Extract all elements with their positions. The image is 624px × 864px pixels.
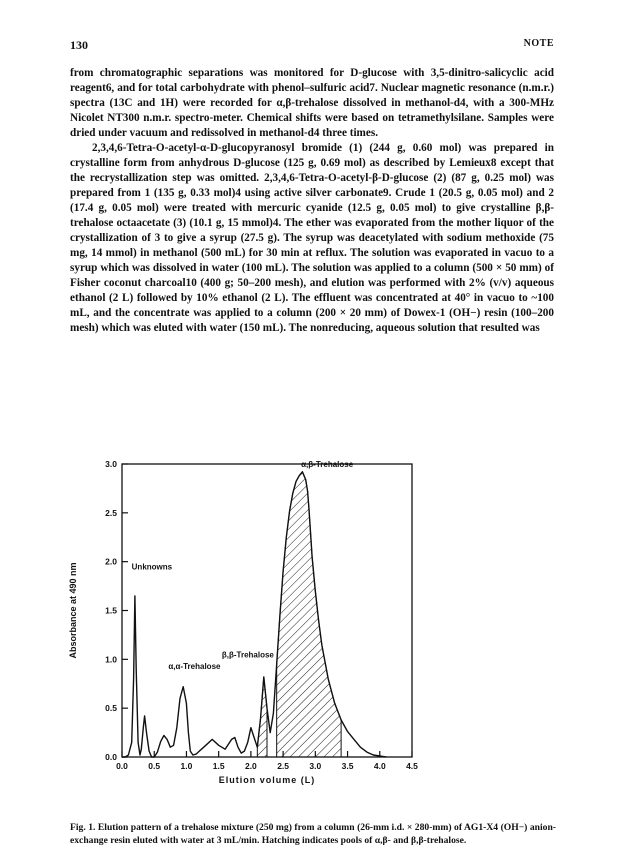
y-tick-label: 1.5 [105,605,117,616]
y-tick-label: 3.0 [105,459,117,469]
peak-label: Unknowns [131,562,173,572]
x-tick-label: 3.0 [309,761,322,771]
section-label: NOTE [523,38,554,49]
x-tick-label: 2.0 [244,761,257,771]
x-tick-label: 0.5 [148,761,161,771]
figure-1 [60,452,560,827]
running-header [70,38,554,54]
page-number: 130 [70,38,88,52]
x-tick-label: 3.5 [341,761,354,771]
paragraph: 2,3,4,6-Tetra-O-acetyl-α-D-glucopyranosyl bromide (1) (244 g, 0.60 mol) was prepared in crystalline form from anhydrous D-glucose (125 g, 0.69 mol) as described by Lemieux8 except that the recrystallization step was omitted. 2,3,4,6-Tetra-O-acetyl-β-D-glucose (2) (87 g, 0.25 mol) was prepared from 1 (135 g, 0.33 mol)4 using active silver carbonate9. Crude 1 (20.5 g, 0.05 mol) and 2 (17.4 g, 0.05 mol) were treated with mercuric cyanide (12.5 g, 0.05 mol) to give crystalline β,β-trehalose octaacetate (3) (10.1 g, 15 mmol)4. The ether was evaporated from the mother liquor of the crystallization of 3 to give a syrup (27.5 g). The syrup was deacetylated with sodium methoxide (75 mg, 14 mmol) in methanol (500 mL) for 30 min at reflux. The solution was evaporated in vacuo to a syrup which was dissolved in water (100 mL). The solution was applied to a column (500 × 50 mm) of Fisher coconut charcoal10 (400 g; 50–200 mesh), and elution was performed with 2% (v/v) aqueous ethanol (2 L) followed by 10% ethanol (2 L). The effluent was concentrated at 40° in vacuo to ~100 mL, and the concentrate was applied to a column (200 × 20 mm) of Dowex-1 (OH−) resin (100–200 mesh) which was eluted with water (150 mL). The nonreducing, aqueous solution that resulted was [70,142,554,334]
y-tick-label: 2.0 [105,556,117,567]
body-text [70,66,554,336]
y-tick-label: 0.5 [105,703,117,714]
peak-label: β,β-Trehalose [221,650,274,660]
y-tick-label: 0.0 [105,752,117,762]
x-tick-label: 0.0 [116,761,128,771]
peak-label: α,β-Trehalose [301,459,354,469]
y-axis-label: Absorbance at 490 nm [68,562,78,659]
x-tick-label: 1.0 [180,761,193,771]
caption-text: Elution pattern of a trehalose mixture (250 mg) from a column (26-mm i.d. × 280-mm) of AG1-X4 (OH−) anion-exchange resin eluted with water at 3 mL/min. Hatching indicates pools of α,β- and β,β-trehalose. [70,822,556,846]
x-tick-label: 4.0 [373,761,386,771]
x-tick-label: 4.5 [406,761,418,771]
series-line [122,472,386,757]
x-axis-label: Elution volume (L) [218,775,316,785]
x-tick-label: 1.5 [212,761,225,771]
elution-curve [122,472,386,757]
y-tick-label: 2.5 [105,507,117,518]
caption-label: Fig. 1. [70,822,96,833]
x-tick-label: 2.5 [277,761,290,771]
hatched-pools [257,472,341,757]
figure-caption [70,822,556,847]
peak-label: α,α-Trehalose [168,662,221,672]
y-tick-label: 1.0 [105,654,117,665]
chart-axes [68,459,418,785]
paragraph: from chromatographic separations was monitored for D-glucose with 3,5-dinitro-salicyclic acid reagent6, and for total carbohydrate with phenol–sulfuric acid7. Nuclear magnetic resonance (n.m.r.) spectra (13C and 1H) were recorded for α,β-trehalose dissolved in methanol-d4, with a 300-MHz Nicolet NT300 n.m.r. spectro-meter. Chemical shifts were based on tetramethylsilane. Samples were dried under vacuum and redissolved in methanol-d4 three times. [70,67,554,139]
elution-chart [60,452,560,827]
